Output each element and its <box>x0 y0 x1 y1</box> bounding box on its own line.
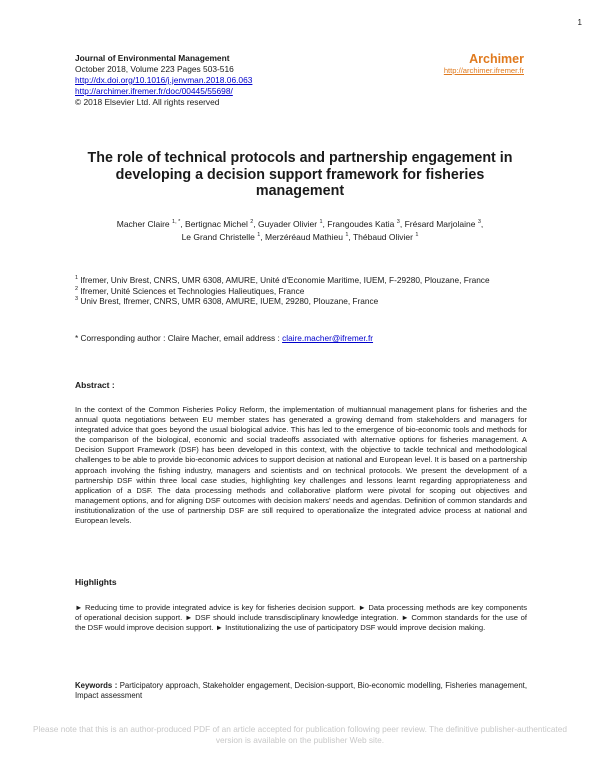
journal-header <box>75 53 252 108</box>
author: Frangoudes Katia $^3$ <box>327 219 400 229</box>
page-number: 1 <box>577 18 582 27</box>
keywords-label: Keywords : <box>75 681 118 690</box>
footer-note: Please note that this is an author-produced PDF of an article accepted for publication following peer review. The definitive publisher-authenticated version is available on the publisher Web site. <box>33 724 567 745</box>
author: Thébaud Olivier $^1$ <box>352 232 419 242</box>
affiliation: $^3$ Univ Brest, Ifremer, CNRS, UMR 6308, AMURE, IUEM, 29280, Plouzane, France <box>75 296 379 306</box>
doi-link[interactable]: http://dx.doi.org/10.1016/j.jenvman.2018.06.063 <box>75 75 253 85</box>
archimer-logo <box>444 52 524 76</box>
author: Bertignac Michel $^2$ <box>185 219 254 229</box>
keywords <box>75 681 527 701</box>
highlights-heading: Highlights <box>75 577 117 587</box>
author: Frésard Marjolaine $^3$ <box>404 219 481 229</box>
abstract-heading: Abstract : <box>75 380 115 390</box>
highlights-text: ► Reducing time to provide integrated advice is key for fisheries decision support. ► Data processing methods are key components of operational decision support. ► DSF should include transdisciplinary knowledge integration. ► Common standards for the use of the DSF would improve decision support. ► Institutionalizing the use of participatory DSF would improve decision making. <box>75 603 527 633</box>
copyright: © 2018 Elsevier Ltd. All rights reserved <box>75 97 220 107</box>
abstract-text: In the context of the Common Fisheries Policy Reform, the implementation of multiannual management plans for fisheries and the annual quota negotiations between EU member states has generated a growing demand from stakeholders and managers for integrated advice that goes beyond the usual biological advice. This has led to the emergence of bio-economic tools and methods for the comparison of the biological, economic and social tradeoffs associated with alternative options for fisheries management. A Decision Support Framework (DSF) has been developed in this context, with the objective to tackle technical and methodological challenges to be able to provide bio-economic advices to support decision at national and European level. It is based on a partnership approach involving the fishing industry, managers and scientists and on technical protocols. We present the development of a partnership DSF within three local case studies, highlighting key challenges and lessons learnt regarding appropriateness and application of a DSF. The data processing methods and collaborative platform were pivotal for scoping out objectives and management options, and for aligning DSF outcomes with decision makers' needs and agendas. Definition of common standards and institutionalization of the use of partnership DSF are still required to operationalize the integrated advice process at national and European levels. <box>75 405 527 526</box>
article-title: The role of technical protocols and partnership engagement in developing a decision support framework for fisheries management <box>87 150 513 200</box>
journal-name: Journal of Environmental Management <box>75 53 230 63</box>
affiliation: $^1$ Ifremer, Univ Brest, CNRS, UMR 6308, AMURE, Unité d'Economie Maritime, IUEM, F-29280, Plouzane, France <box>75 275 490 285</box>
author: Merzéréaud Mathieu $^1$ <box>264 232 349 242</box>
email-link[interactable]: claire.macher@ifremer.fr <box>282 333 374 343</box>
corresponding-author: * Corresponding author : Claire Macher, email address : claire.macher@ifremer.fr <box>75 333 374 343</box>
journal-issue: October 2018, Volume 223 Pages 503-516 <box>75 64 234 74</box>
archimer-doc-link[interactable]: http://archimer.ifremer.fr/doc/00445/55698/ <box>75 86 233 96</box>
author: Macher Claire $^{1, *}$ <box>116 219 181 229</box>
author-list: Macher Claire $^{1, *}$, Bertignac Michel $^2$, Guyader Olivier $^1$, Frangoudes Katia $^3$, Frésard Marjolaine $^3$, Le Grand Christelle $^1$, Merzéréaud Mathieu $^1$, Thébaud Olivier $^1$ <box>116 219 484 242</box>
keywords-text: Participatory approach, Stakeholder engagement, Decision-support, Bio-economic modelling, Fisheries management, Impact assessment <box>75 681 528 700</box>
author: Le Grand Christelle $^1$ <box>181 232 261 242</box>
author: Guyader Olivier $^1$ <box>258 219 323 229</box>
affiliation: $^2$ Ifremer, Unité Sciences et Technologies Halieutiques, France <box>75 285 305 296</box>
affiliations <box>75 275 535 307</box>
archimer-logo-text: Archimer <box>469 52 524 66</box>
archimer-logo-link[interactable]: http://archimer.ifremer.fr <box>443 66 524 75</box>
